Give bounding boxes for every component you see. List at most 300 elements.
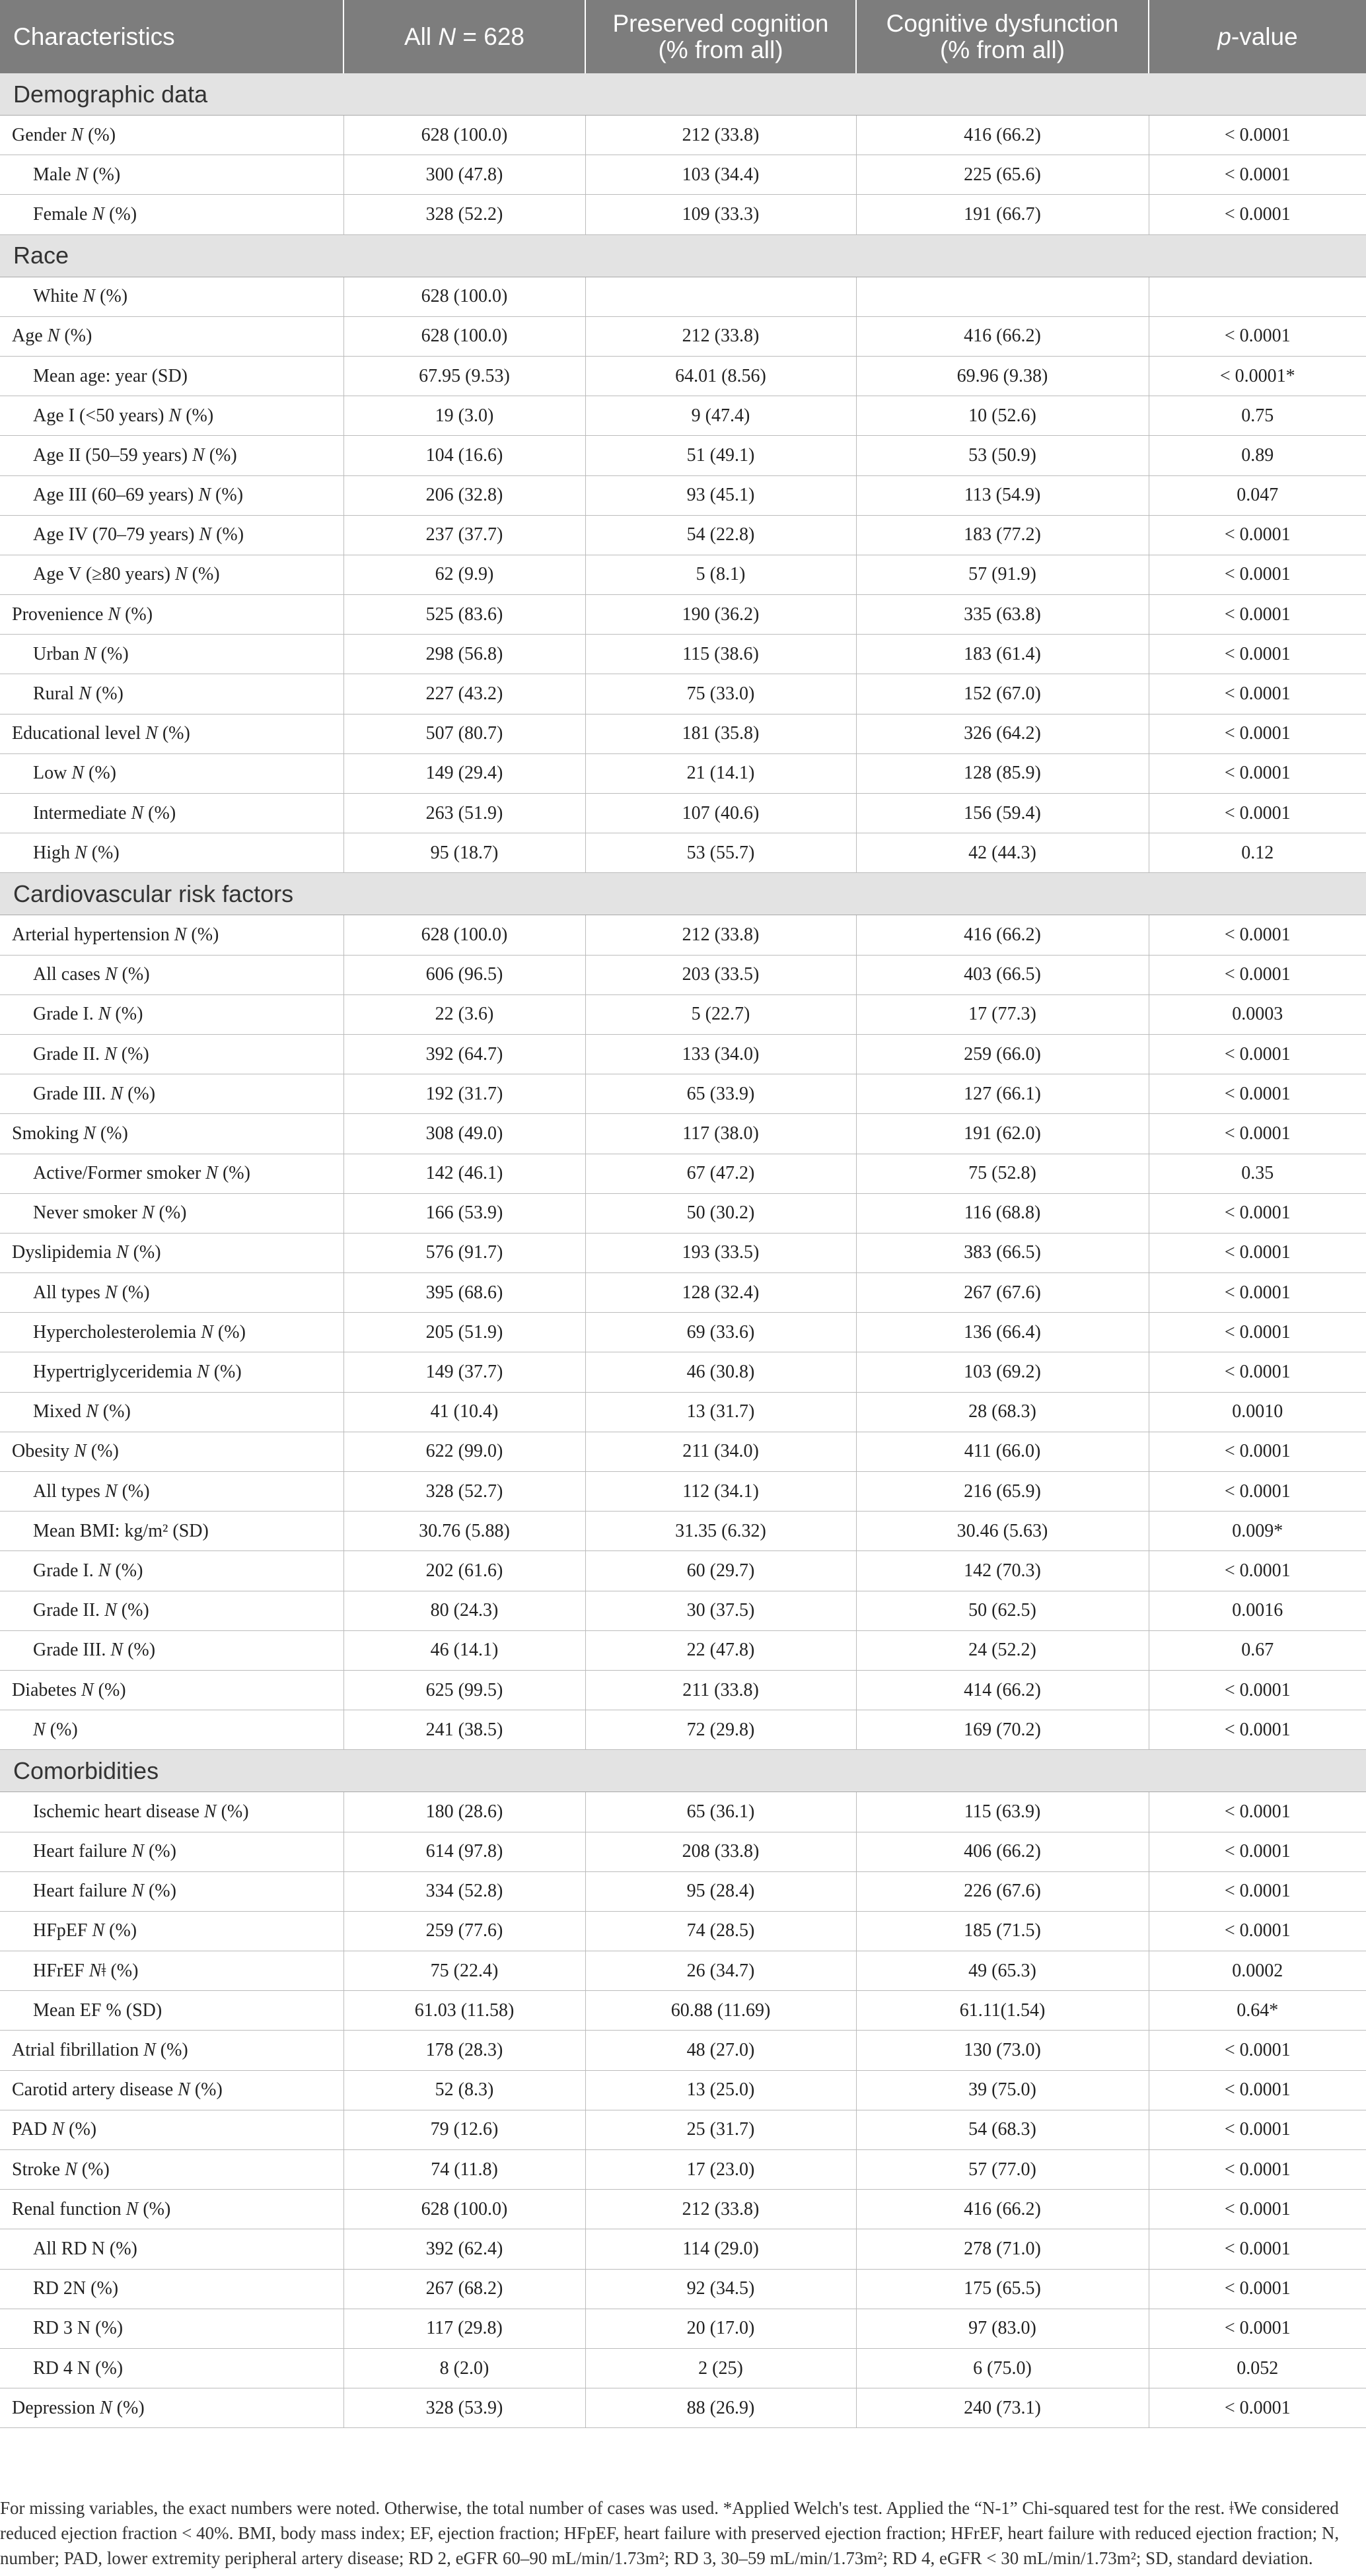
row-label: Low N (%) — [0, 753, 343, 793]
cell-all: 328 (52.7) — [343, 1472, 585, 1512]
cell-p-value: < 0.0001 — [1149, 2150, 1366, 2190]
cell-p-value: < 0.0001 — [1149, 555, 1366, 594]
cell-dysfunction: 416 (66.2) — [856, 2190, 1149, 2229]
table-row — [0, 1591, 1366, 1630]
cell-p-value: < 0.0001 — [1149, 2070, 1366, 2110]
cell-all: 180 (28.6) — [343, 1792, 585, 1832]
row-label: Age I (<50 years) N (%) — [0, 396, 343, 436]
row-label: Age III (60–69 years) N (%) — [0, 475, 343, 515]
table-row — [0, 915, 1366, 955]
cell-all: 237 (37.7) — [343, 515, 585, 555]
cell-dysfunction: 61.11(1.54) — [856, 1991, 1149, 2031]
cell-dysfunction: 175 (65.5) — [856, 2269, 1149, 2309]
cell-p-value: < 0.0001 — [1149, 2309, 1366, 2348]
row-label: All types N (%) — [0, 1472, 343, 1512]
cell-p-value: 0.12 — [1149, 833, 1366, 873]
table-row — [0, 2269, 1366, 2309]
row-label: All RD N (%) — [0, 2229, 343, 2269]
cell-preserved: 117 (38.0) — [585, 1114, 856, 1154]
cell-p-value: < 0.0001 — [1149, 2190, 1366, 2229]
cell-all: 300 (47.8) — [343, 155, 585, 195]
cell-dysfunction: 383 (66.5) — [856, 1233, 1149, 1272]
cell-preserved: 133 (34.0) — [585, 1034, 856, 1074]
table-row — [0, 674, 1366, 714]
cell-all: 525 (83.6) — [343, 595, 585, 635]
table-row — [0, 2070, 1366, 2110]
table-row — [0, 555, 1366, 594]
row-label: Grade II. N (%) — [0, 1034, 343, 1074]
cell-dysfunction: 278 (71.0) — [856, 2229, 1149, 2269]
cell-p-value: < 0.0001 — [1149, 1114, 1366, 1154]
cell-preserved: 115 (38.6) — [585, 635, 856, 674]
table-row — [0, 753, 1366, 793]
row-label: Rural N (%) — [0, 674, 343, 714]
cell-all: 95 (18.7) — [343, 833, 585, 873]
cell-preserved: 193 (33.5) — [585, 1233, 856, 1272]
row-label: Smoking N (%) — [0, 1114, 343, 1154]
cell-all: 206 (32.8) — [343, 475, 585, 515]
cell-p-value: < 0.0001 — [1149, 2388, 1366, 2428]
table-row — [0, 1193, 1366, 1233]
row-label: Active/Former smoker N (%) — [0, 1154, 343, 1193]
cell-p-value: 0.047 — [1149, 475, 1366, 515]
cell-p-value: 0.64* — [1149, 1991, 1366, 2031]
header-preserved-cognition: Preserved cognition (% from all) — [585, 0, 856, 73]
row-label: Heart failure N (%) — [0, 1871, 343, 1911]
cell-preserved: 25 (31.7) — [585, 2110, 856, 2149]
cell-all: 628 (100.0) — [343, 277, 585, 316]
row-label: Heart failure N (%) — [0, 1832, 343, 1871]
row-label: Arterial hypertension N (%) — [0, 915, 343, 955]
row-label: PAD N (%) — [0, 2110, 343, 2149]
table-row — [0, 955, 1366, 994]
cell-p-value: < 0.0001 — [1149, 155, 1366, 195]
cell-dysfunction — [856, 277, 1149, 316]
cell-p-value: < 0.0001 — [1149, 1273, 1366, 1313]
row-label: Urban N (%) — [0, 635, 343, 674]
cell-all: 628 (100.0) — [343, 915, 585, 955]
cell-preserved: 48 (27.0) — [585, 2031, 856, 2070]
cell-p-value: < 0.0001 — [1149, 1551, 1366, 1591]
table-row — [0, 833, 1366, 873]
cell-preserved: 50 (30.2) — [585, 1193, 856, 1233]
cell-p-value: < 0.0001 — [1149, 195, 1366, 234]
cell-dysfunction: 53 (50.9) — [856, 436, 1149, 475]
cell-dysfunction: 57 (77.0) — [856, 2150, 1149, 2190]
table-row — [0, 2388, 1366, 2428]
cell-all: 298 (56.8) — [343, 635, 585, 674]
cell-dysfunction: 57 (91.9) — [856, 555, 1149, 594]
cell-dysfunction: 50 (62.5) — [856, 1591, 1149, 1630]
table-row — [0, 2309, 1366, 2348]
cell-all: 606 (96.5) — [343, 955, 585, 994]
table-row — [0, 1392, 1366, 1432]
cell-all: 61.03 (11.58) — [343, 1991, 585, 2031]
cell-all: 41 (10.4) — [343, 1392, 585, 1432]
table-row — [0, 1472, 1366, 1512]
table-row — [0, 1074, 1366, 1114]
cell-preserved: 74 (28.5) — [585, 1911, 856, 1951]
row-label: Hypercholesterolemia N (%) — [0, 1313, 343, 1352]
table-row — [0, 595, 1366, 635]
row-label: RD 4 N (%) — [0, 2348, 343, 2388]
cell-all: 267 (68.2) — [343, 2269, 585, 2309]
row-label: Mean BMI: kg/m² (SD) — [0, 1512, 343, 1551]
cell-dysfunction: 116 (68.8) — [856, 1193, 1149, 1233]
cell-preserved: 2 (25) — [585, 2348, 856, 2388]
cell-p-value: < 0.0001 — [1149, 1832, 1366, 1871]
row-label: Mixed N (%) — [0, 1392, 343, 1432]
header-all: All N = 628 — [343, 0, 585, 73]
cell-preserved: 88 (26.9) — [585, 2388, 856, 2428]
cell-p-value: < 0.0001* — [1149, 356, 1366, 396]
row-label: Diabetes N (%) — [0, 1670, 343, 1710]
cell-preserved: 92 (34.5) — [585, 2269, 856, 2309]
cell-dysfunction: 225 (65.6) — [856, 155, 1149, 195]
cell-all: 46 (14.1) — [343, 1630, 585, 1670]
cell-all: 241 (38.5) — [343, 1710, 585, 1750]
cell-dysfunction: 226 (67.6) — [856, 1871, 1149, 1911]
row-label: Grade III. N (%) — [0, 1630, 343, 1670]
row-label: White N (%) — [0, 277, 343, 316]
table-row — [0, 155, 1366, 195]
row-label: All types N (%) — [0, 1273, 343, 1313]
table-row — [0, 277, 1366, 316]
section-title: Comorbidities — [0, 1750, 1366, 1792]
row-label: Grade II. N (%) — [0, 1591, 343, 1630]
cell-p-value: < 0.0001 — [1149, 2269, 1366, 2309]
cell-dysfunction: 24 (52.2) — [856, 1630, 1149, 1670]
cell-preserved: 53 (55.7) — [585, 833, 856, 873]
cell-preserved: 72 (29.8) — [585, 1710, 856, 1750]
cell-p-value: 0.0016 — [1149, 1591, 1366, 1630]
section-title: Cardiovascular risk factors — [0, 873, 1366, 915]
table-row — [0, 1432, 1366, 1471]
cell-preserved: 60 (29.7) — [585, 1551, 856, 1591]
cell-preserved: 69 (33.6) — [585, 1313, 856, 1352]
table-row — [0, 2150, 1366, 2190]
cell-preserved: 95 (28.4) — [585, 1871, 856, 1911]
section-title: Race — [0, 234, 1366, 277]
cell-all: 149 (37.7) — [343, 1352, 585, 1392]
row-label: RD 3 N (%) — [0, 2309, 343, 2348]
row-label: Dyslipidemia N (%) — [0, 1233, 343, 1272]
cell-preserved: 54 (22.8) — [585, 515, 856, 555]
cell-all: 104 (16.6) — [343, 436, 585, 475]
cell-p-value: < 0.0001 — [1149, 714, 1366, 753]
cell-all: 576 (91.7) — [343, 1233, 585, 1272]
cell-all: 67.95 (9.53) — [343, 356, 585, 396]
cell-preserved: 22 (47.8) — [585, 1630, 856, 1670]
table-row — [0, 1154, 1366, 1193]
cell-dysfunction: 142 (70.3) — [856, 1551, 1149, 1591]
table-row — [0, 356, 1366, 396]
row-label: Educational level N (%) — [0, 714, 343, 753]
cell-all: 19 (3.0) — [343, 396, 585, 436]
cell-p-value: < 0.0001 — [1149, 1193, 1366, 1233]
section-header-row — [0, 234, 1366, 277]
table-row — [0, 436, 1366, 475]
cell-dysfunction: 152 (67.0) — [856, 674, 1149, 714]
table-row — [0, 1233, 1366, 1272]
row-label: Ischemic heart disease N (%) — [0, 1792, 343, 1832]
row-label: Stroke N (%) — [0, 2150, 343, 2190]
cell-all: 614 (97.8) — [343, 1832, 585, 1871]
cell-dysfunction: 406 (66.2) — [856, 1832, 1149, 1871]
cell-dysfunction: 259 (66.0) — [856, 1034, 1149, 1074]
cell-dysfunction: 267 (67.6) — [856, 1273, 1149, 1313]
section-header-row — [0, 873, 1366, 915]
cell-dysfunction: 69.96 (9.38) — [856, 356, 1149, 396]
cell-dysfunction: 403 (66.5) — [856, 955, 1149, 994]
cell-preserved: 65 (33.9) — [585, 1074, 856, 1114]
cell-p-value: < 0.0001 — [1149, 1670, 1366, 1710]
cell-dysfunction: 411 (66.0) — [856, 1432, 1149, 1471]
cell-preserved: 190 (36.2) — [585, 595, 856, 635]
cell-p-value: < 0.0001 — [1149, 595, 1366, 635]
cell-dysfunction: 75 (52.8) — [856, 1154, 1149, 1193]
cell-dysfunction: 169 (70.2) — [856, 1710, 1149, 1750]
cell-preserved: 109 (33.3) — [585, 195, 856, 234]
table-row — [0, 714, 1366, 753]
cell-dysfunction: 416 (66.2) — [856, 316, 1149, 356]
table-row — [0, 2348, 1366, 2388]
cell-dysfunction: 183 (77.2) — [856, 515, 1149, 555]
cell-all: 30.76 (5.88) — [343, 1512, 585, 1551]
cell-preserved: 31.35 (6.32) — [585, 1512, 856, 1551]
cell-p-value: < 0.0001 — [1149, 1313, 1366, 1352]
table-row — [0, 475, 1366, 515]
table-row — [0, 1630, 1366, 1670]
cell-dysfunction: 127 (66.1) — [856, 1074, 1149, 1114]
cell-all: 80 (24.3) — [343, 1591, 585, 1630]
cell-p-value: < 0.0001 — [1149, 794, 1366, 833]
row-label: Atrial fibrillation N (%) — [0, 2031, 343, 2070]
cell-dysfunction: 335 (63.8) — [856, 595, 1149, 635]
cell-preserved: 208 (33.8) — [585, 1832, 856, 1871]
cell-dysfunction: 191 (62.0) — [856, 1114, 1149, 1154]
cell-p-value — [1149, 277, 1366, 316]
table-header — [0, 0, 1366, 73]
cell-dysfunction: 128 (85.9) — [856, 753, 1149, 793]
cell-all: 202 (61.6) — [343, 1551, 585, 1591]
cell-p-value: < 0.0001 — [1149, 955, 1366, 994]
header-cognitive-dysfunction: Cognitive dysfunction (% from all) — [856, 0, 1149, 73]
cell-p-value: 0.0010 — [1149, 1392, 1366, 1432]
row-label: Age V (≥80 years) N (%) — [0, 555, 343, 594]
cell-all: 392 (64.7) — [343, 1034, 585, 1074]
cell-p-value: < 0.0001 — [1149, 635, 1366, 674]
cell-dysfunction: 54 (68.3) — [856, 2110, 1149, 2149]
cell-all: 628 (100.0) — [343, 2190, 585, 2229]
cell-dysfunction: 130 (73.0) — [856, 2031, 1149, 2070]
section-header-row — [0, 73, 1366, 116]
cell-all: 263 (51.9) — [343, 794, 585, 833]
cell-p-value: < 0.0001 — [1149, 1792, 1366, 1832]
cell-dysfunction: 240 (73.1) — [856, 2388, 1149, 2428]
header-characteristics: Characteristics — [0, 0, 343, 73]
cell-preserved: 64.01 (8.56) — [585, 356, 856, 396]
cell-dysfunction: 191 (66.7) — [856, 195, 1149, 234]
cell-p-value: < 0.0001 — [1149, 2229, 1366, 2269]
cell-p-value: 0.052 — [1149, 2348, 1366, 2388]
cell-p-value: < 0.0001 — [1149, 1911, 1366, 1951]
cell-all: 227 (43.2) — [343, 674, 585, 714]
cell-preserved: 212 (33.8) — [585, 116, 856, 155]
cell-all: 142 (46.1) — [343, 1154, 585, 1193]
cell-preserved: 211 (33.8) — [585, 1670, 856, 1710]
cell-preserved: 26 (34.7) — [585, 1951, 856, 1991]
table-row — [0, 1352, 1366, 1392]
cell-all: 328 (52.2) — [343, 195, 585, 234]
table-row — [0, 1951, 1366, 1991]
cell-all: 75 (22.4) — [343, 1951, 585, 1991]
cell-preserved: 13 (31.7) — [585, 1392, 856, 1432]
row-label: Grade I. N (%) — [0, 1551, 343, 1591]
cell-all: 622 (99.0) — [343, 1432, 585, 1471]
table-row — [0, 1551, 1366, 1591]
cell-all: 166 (53.9) — [343, 1193, 585, 1233]
cell-dysfunction: 113 (54.9) — [856, 475, 1149, 515]
table-row — [0, 1034, 1366, 1074]
cell-dysfunction: 10 (52.6) — [856, 396, 1149, 436]
cell-all: 178 (28.3) — [343, 2031, 585, 2070]
row-label: Female N (%) — [0, 195, 343, 234]
cell-all: 192 (31.7) — [343, 1074, 585, 1114]
cell-dysfunction: 416 (66.2) — [856, 116, 1149, 155]
cell-preserved: 20 (17.0) — [585, 2309, 856, 2348]
cell-p-value: < 0.0001 — [1149, 915, 1366, 955]
table-row — [0, 1911, 1366, 1951]
row-label: Carotid artery disease N (%) — [0, 2070, 343, 2110]
table-row — [0, 1710, 1366, 1750]
cell-all: 74 (11.8) — [343, 2150, 585, 2190]
row-label: HFpEF N (%) — [0, 1911, 343, 1951]
cell-preserved: 17 (23.0) — [585, 2150, 856, 2190]
row-label: Male N (%) — [0, 155, 343, 195]
row-label: HFrEF Nǂ (%) — [0, 1951, 343, 1991]
table-row — [0, 1991, 1366, 2031]
cell-preserved: 30 (37.5) — [585, 1591, 856, 1630]
cell-p-value: < 0.0001 — [1149, 674, 1366, 714]
table-row — [0, 794, 1366, 833]
cell-preserved: 67 (47.2) — [585, 1154, 856, 1193]
table-row — [0, 1832, 1366, 1871]
cell-p-value: < 0.0001 — [1149, 116, 1366, 155]
cell-dysfunction: 185 (71.5) — [856, 1911, 1149, 1951]
row-label: Intermediate N (%) — [0, 794, 343, 833]
cell-p-value: < 0.0001 — [1149, 2110, 1366, 2149]
cell-dysfunction: 216 (65.9) — [856, 1472, 1149, 1512]
cell-dysfunction: 115 (63.9) — [856, 1792, 1149, 1832]
cell-preserved — [585, 277, 856, 316]
cell-dysfunction: 156 (59.4) — [856, 794, 1149, 833]
table-row — [0, 1670, 1366, 1710]
cell-p-value: 0.0003 — [1149, 994, 1366, 1034]
cell-dysfunction: 42 (44.3) — [856, 833, 1149, 873]
cell-p-value: 0.67 — [1149, 1630, 1366, 1670]
row-label: Age IV (70–79 years) N (%) — [0, 515, 343, 555]
cell-p-value: < 0.0001 — [1149, 316, 1366, 356]
cell-preserved: 13 (25.0) — [585, 2070, 856, 2110]
table-row — [0, 1273, 1366, 1313]
cell-preserved: 75 (33.0) — [585, 674, 856, 714]
row-label: Provenience N (%) — [0, 595, 343, 635]
cell-p-value: < 0.0001 — [1149, 1472, 1366, 1512]
table-row — [0, 116, 1366, 155]
cell-preserved: 60.88 (11.69) — [585, 1991, 856, 2031]
cell-all: 628 (100.0) — [343, 116, 585, 155]
cell-dysfunction: 416 (66.2) — [856, 915, 1149, 955]
cell-all: 117 (29.8) — [343, 2309, 585, 2348]
cell-preserved: 203 (33.5) — [585, 955, 856, 994]
row-label: Renal function N (%) — [0, 2190, 343, 2229]
cell-dysfunction: 28 (68.3) — [856, 1392, 1149, 1432]
cell-p-value: 0.0002 — [1149, 1951, 1366, 1991]
cell-dysfunction: 103 (69.2) — [856, 1352, 1149, 1392]
table-row — [0, 2031, 1366, 2070]
cell-preserved: 5 (22.7) — [585, 994, 856, 1034]
cell-dysfunction: 183 (61.4) — [856, 635, 1149, 674]
cell-preserved: 212 (33.8) — [585, 316, 856, 356]
table-row — [0, 2229, 1366, 2269]
table-row — [0, 1114, 1366, 1154]
row-label: Mean EF % (SD) — [0, 1991, 343, 2031]
table-row — [0, 396, 1366, 436]
row-label: RD 2N (%) — [0, 2269, 343, 2309]
table-row — [0, 316, 1366, 356]
table-row — [0, 994, 1366, 1034]
cell-all: 328 (53.9) — [343, 2388, 585, 2428]
cell-p-value: 0.35 — [1149, 1154, 1366, 1193]
cell-p-value: < 0.0001 — [1149, 1432, 1366, 1471]
cell-all: 149 (29.4) — [343, 753, 585, 793]
cell-all: 259 (77.6) — [343, 1911, 585, 1951]
cell-dysfunction: 6 (75.0) — [856, 2348, 1149, 2388]
cell-all: 62 (9.9) — [343, 555, 585, 594]
row-label: Depression N (%) — [0, 2388, 343, 2428]
cell-preserved: 93 (45.1) — [585, 475, 856, 515]
cell-dysfunction: 49 (65.3) — [856, 1951, 1149, 1991]
cell-preserved: 65 (36.1) — [585, 1792, 856, 1832]
cell-dysfunction: 414 (66.2) — [856, 1670, 1149, 1710]
cell-preserved: 128 (32.4) — [585, 1273, 856, 1313]
cell-p-value: < 0.0001 — [1149, 2031, 1366, 2070]
cell-p-value: 0.009* — [1149, 1512, 1366, 1551]
table-row — [0, 2110, 1366, 2149]
table-row — [0, 195, 1366, 234]
table-row — [0, 2190, 1366, 2229]
cell-p-value: 0.89 — [1149, 436, 1366, 475]
cell-preserved: 51 (49.1) — [585, 436, 856, 475]
cell-dysfunction: 97 (83.0) — [856, 2309, 1149, 2348]
cell-dysfunction: 17 (77.3) — [856, 994, 1149, 1034]
row-label: Gender N (%) — [0, 116, 343, 155]
cell-all: 52 (8.3) — [343, 2070, 585, 2110]
cell-preserved: 212 (33.8) — [585, 2190, 856, 2229]
table-row — [0, 635, 1366, 674]
section-header-row — [0, 1750, 1366, 1792]
cell-preserved: 21 (14.1) — [585, 753, 856, 793]
cell-all: 507 (80.7) — [343, 714, 585, 753]
cell-preserved: 211 (34.0) — [585, 1432, 856, 1471]
cell-dysfunction: 30.46 (5.63) — [856, 1512, 1149, 1551]
row-label: Mean age: year (SD) — [0, 356, 343, 396]
cell-all: 205 (51.9) — [343, 1313, 585, 1352]
cell-p-value: < 0.0001 — [1149, 1074, 1366, 1114]
cell-all: 308 (49.0) — [343, 1114, 585, 1154]
table-footnote: For missing variables, the exact numbers were noted. Otherwise, the total number of cases was used. *Applied Welch's test. Applied the “N-1” Chi-squared test for the rest. ǂWe considered reduced ejection fraction < 40%. BMI, body mass index; EF, ejection fraction; HFpEF, heart failure with preserved ejection fraction; HFrEF, heart failure with reduced ejection fraction; N, number; PAD, lower extremity peripheral artery disease; RD 2, eGFR 60–90 mL/min/1.73m²; RD 3, 30–59 mL/min/1.73m²; RD 4, eGFR < 30 mL/min/1.73m²; SD, standard deviation. — [0, 2498, 1340, 2568]
